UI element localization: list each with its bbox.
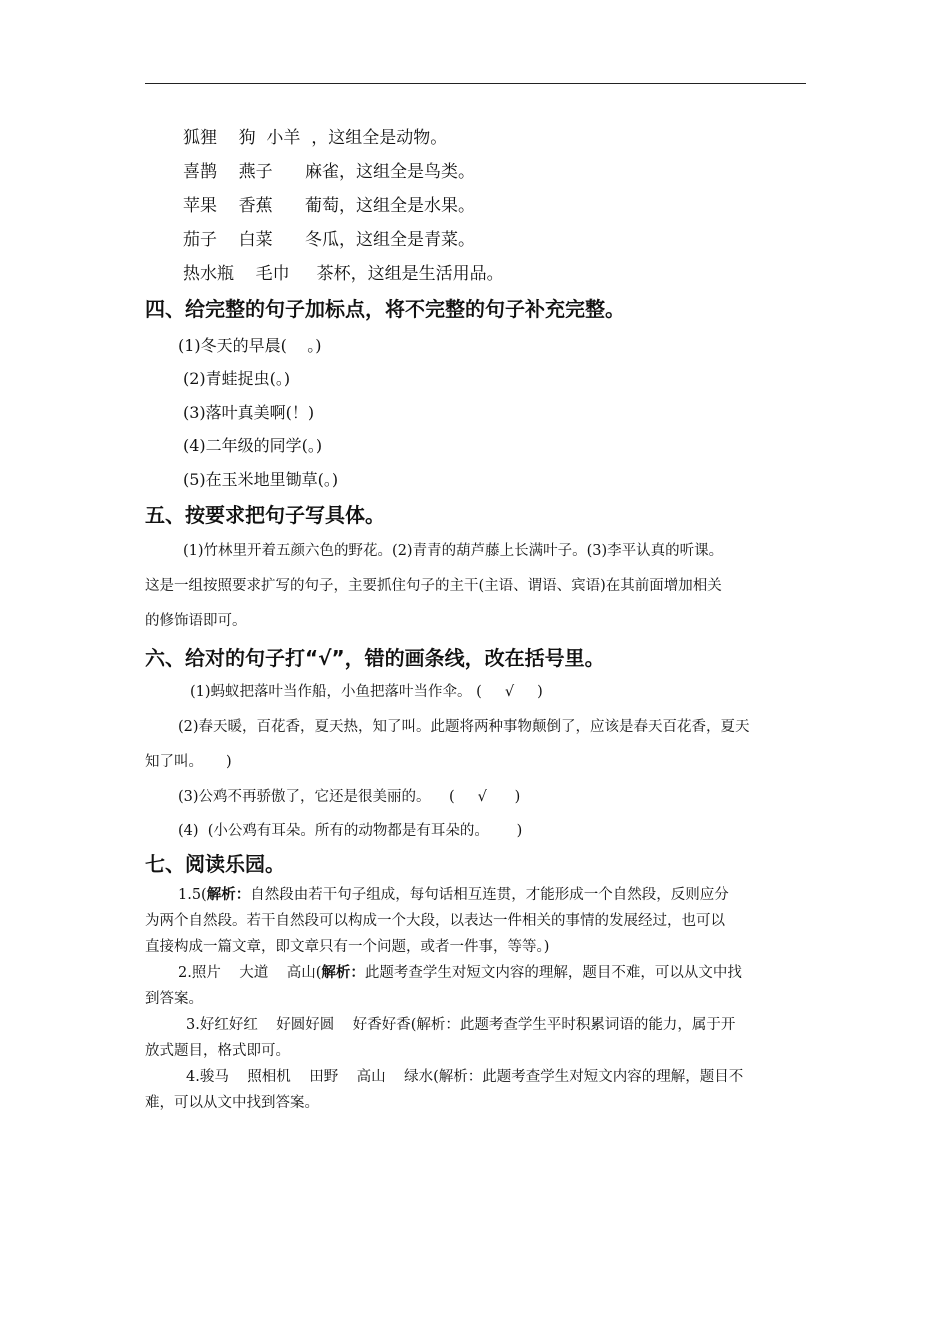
group-line-4: 茄子 白菜 冬瓜，这组全是青菜。 xyxy=(183,230,476,250)
section4-item-4: (4)二年级的同学(。) xyxy=(183,436,323,455)
section6-line-3: 知了叫。 ) xyxy=(145,754,232,770)
section6-heading: 六、给对的句子打“√”，错的画条线，改在括号里。 xyxy=(145,646,605,670)
answer-1-analysis-label: 解析： xyxy=(206,886,251,903)
answer-4-line-2: 难，可以从文中找到答案。 xyxy=(145,1095,319,1111)
section4-item-1: (1)冬天的早晨( 。) xyxy=(178,336,322,355)
answer-3-line-1: 3.好红好红 好圆好圆 好香好香(解析：此题考查学生平时积累词语的能力，属于开 xyxy=(186,1017,736,1033)
answer-2-analysis-label: 解析： xyxy=(321,964,365,981)
section4-heading: 四、给完整的句子加标点，将不完整的句子补充完整。 xyxy=(145,297,625,321)
section5-line-1: (1)竹林里开着五颜六色的野花。(2)青青的葫芦藤上长满叶子。(3)李平认真的听课。 xyxy=(183,543,724,559)
answer-2-line-2: 到答案。 xyxy=(145,991,203,1007)
answer-2-line-1 xyxy=(178,963,742,983)
answer-1-line-2: 为两个自然段。若干自然段可以构成一个大段，以表达一件相关的事情的发展经过，也可以 xyxy=(145,913,725,929)
section5-line-2: 这是一组按照要求扩写的句子，主要抓住句子的主干(主语、谓语、宾语)在其前面增加相关 xyxy=(145,578,722,594)
section6-line-5: (4) (小公鸡有耳朵。所有的动物都是有耳朵的。 ) xyxy=(178,823,523,839)
section4-item-2: (2)青蛙捉虫(。) xyxy=(183,369,291,388)
section5-heading: 五、按要求把句子写具体。 xyxy=(145,503,385,527)
answer-1-text: 自然段由若干句子组成，每句话相互连贯，才能形成一个自然段，反则应分 xyxy=(250,887,729,903)
section6-line-2: (2)春天暖，百花香，夏天热，知了叫。此题将两种事物颠倒了，应该是春天百花香，夏天 xyxy=(178,719,750,735)
header-rule xyxy=(145,83,806,84)
group-line-3: 苹果 香蕉 葡萄，这组全是水果。 xyxy=(183,196,476,216)
answer-1-number: 1.5( xyxy=(178,887,207,903)
group-line-2: 喜鹊 燕子 麻雀，这组全是鸟类。 xyxy=(183,162,476,182)
section7-heading: 七、阅读乐园。 xyxy=(145,852,285,876)
answer-1-line-3: 直接构成一篇文章，即文章只有一个问题，或者一件事，等等。) xyxy=(145,939,550,955)
section5-line-3: 的修饰语即可。 xyxy=(145,613,247,629)
answer-2-words: 2.照片 大道 高山( xyxy=(178,965,322,981)
group-line-5: 热水瓶 毛巾 茶杯，这组是生活用品。 xyxy=(183,264,504,284)
answer-4-line-1: 4.骏马 照相机 田野 高山 绿水(解析：此题考查学生对短文内容的理解，题目不 xyxy=(186,1069,744,1085)
section4-item-5: (5)在玉米地里锄草(。) xyxy=(183,470,339,489)
section4-item-3: (3)落叶真美啊(！) xyxy=(183,403,315,422)
group-line-1: 狐狸 狗 小羊 ，这组全是动物。 xyxy=(183,128,448,148)
answer-1-line-1 xyxy=(178,885,729,905)
section6-line-1: (1)蚂蚁把落叶当作船，小鱼把落叶当作伞。 ( √ ) xyxy=(190,684,543,700)
answer-3-line-2: 放式题目，格式即可。 xyxy=(145,1043,290,1059)
section6-line-4: (3)公鸡不再骄傲了，它还是很美丽的。 ( √ ) xyxy=(178,789,521,805)
answer-2-text: 此题考查学生对短文内容的理解，题目不难，可以从文中找 xyxy=(364,965,742,981)
